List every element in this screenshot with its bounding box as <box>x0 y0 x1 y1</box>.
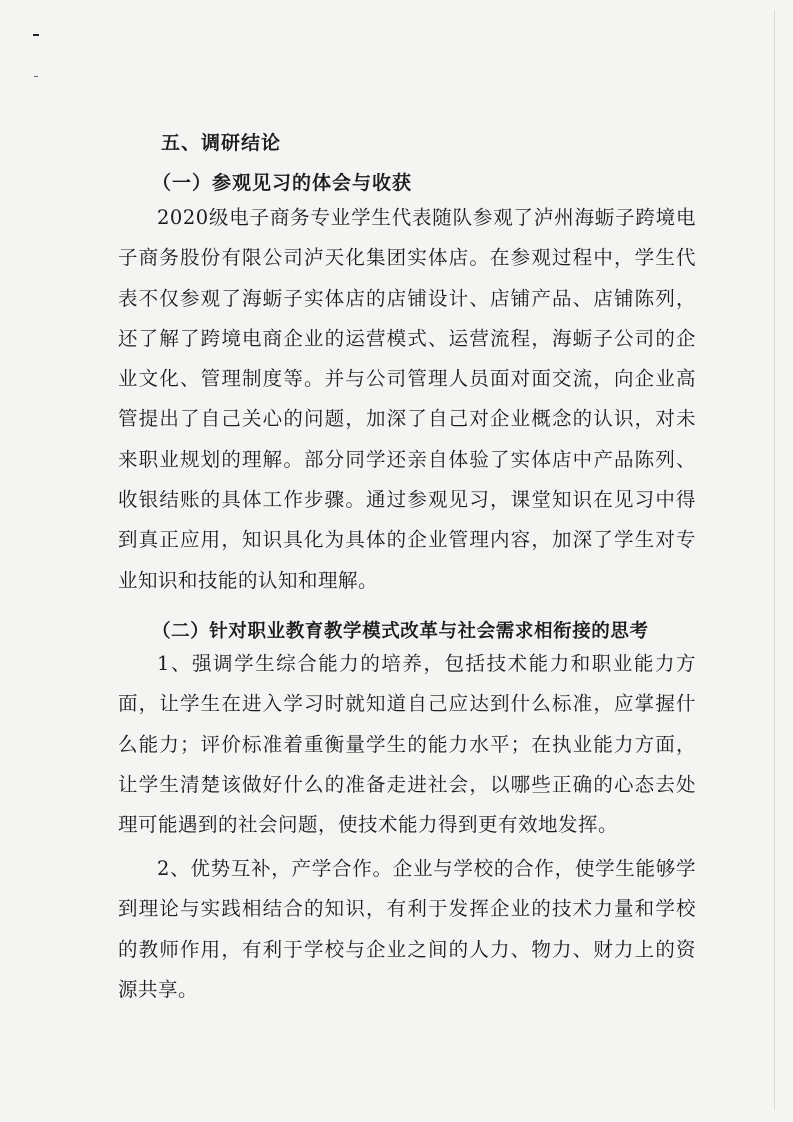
subsection-heading-1: （一）参观见习的体会与收获 <box>152 172 413 194</box>
paragraph-point-2: 2、优势互补，产学合作。企业与学校的合作，使学生能够学到理论与实践相结合的知识，有利于发挥企业的技术力量和学校的教师作用，有利于学校与企业之间的人力、物力、财力上的资源共享。 <box>118 857 696 1001</box>
subsection-heading-2: （二）针对职业教育教学模式改革与社会需求相衔接的思考 <box>152 621 649 642</box>
scan-speck <box>33 34 39 36</box>
scan-speck <box>34 76 38 77</box>
paragraph-visit-experience: 2020级电子商务专业学生代表随队参观了泸州海蛎子跨境电子商务股份有限公司泸天化集团实体店。在参观过程中，学生代表不仅参观了海蛎子实体店的店铺设计、店铺产品、店铺陈列，还了解了跨境电商企业的运营模式、运营流程，海蛎子公司的企业文化、管理制度等。并与公司管理人员面对面交流，向企业高管提出了自己关心的问题，加深了自己对企业概念的认识，对未来职业规划的理解。部分同学还亲自体验了实体店中产品陈列、收银结账的具体工作步骤。通过参观见习，课堂知识在见习中得到真正应用，知识具化为具体的企业管理内容，加深了学生对专业知识和技能的认知和理解。 <box>118 206 696 592</box>
paragraph-point-1: 1、强调学生综合能力的培养，包括技术能力和职业能力方面，让学生在进入学习时就知道自己应达到什么标准，应掌握什么能力；评价标准着重衡量学生的能力水平；在执业能力方面，让学生清楚该做好什么的准备走进社会，以哪些正确的心态去处理可能遇到的社会问题，使技术能力得到更有效地发挥。 <box>118 652 696 837</box>
scan-edge-line <box>774 10 775 1110</box>
section-heading: 五、调研结论 <box>161 132 282 154</box>
